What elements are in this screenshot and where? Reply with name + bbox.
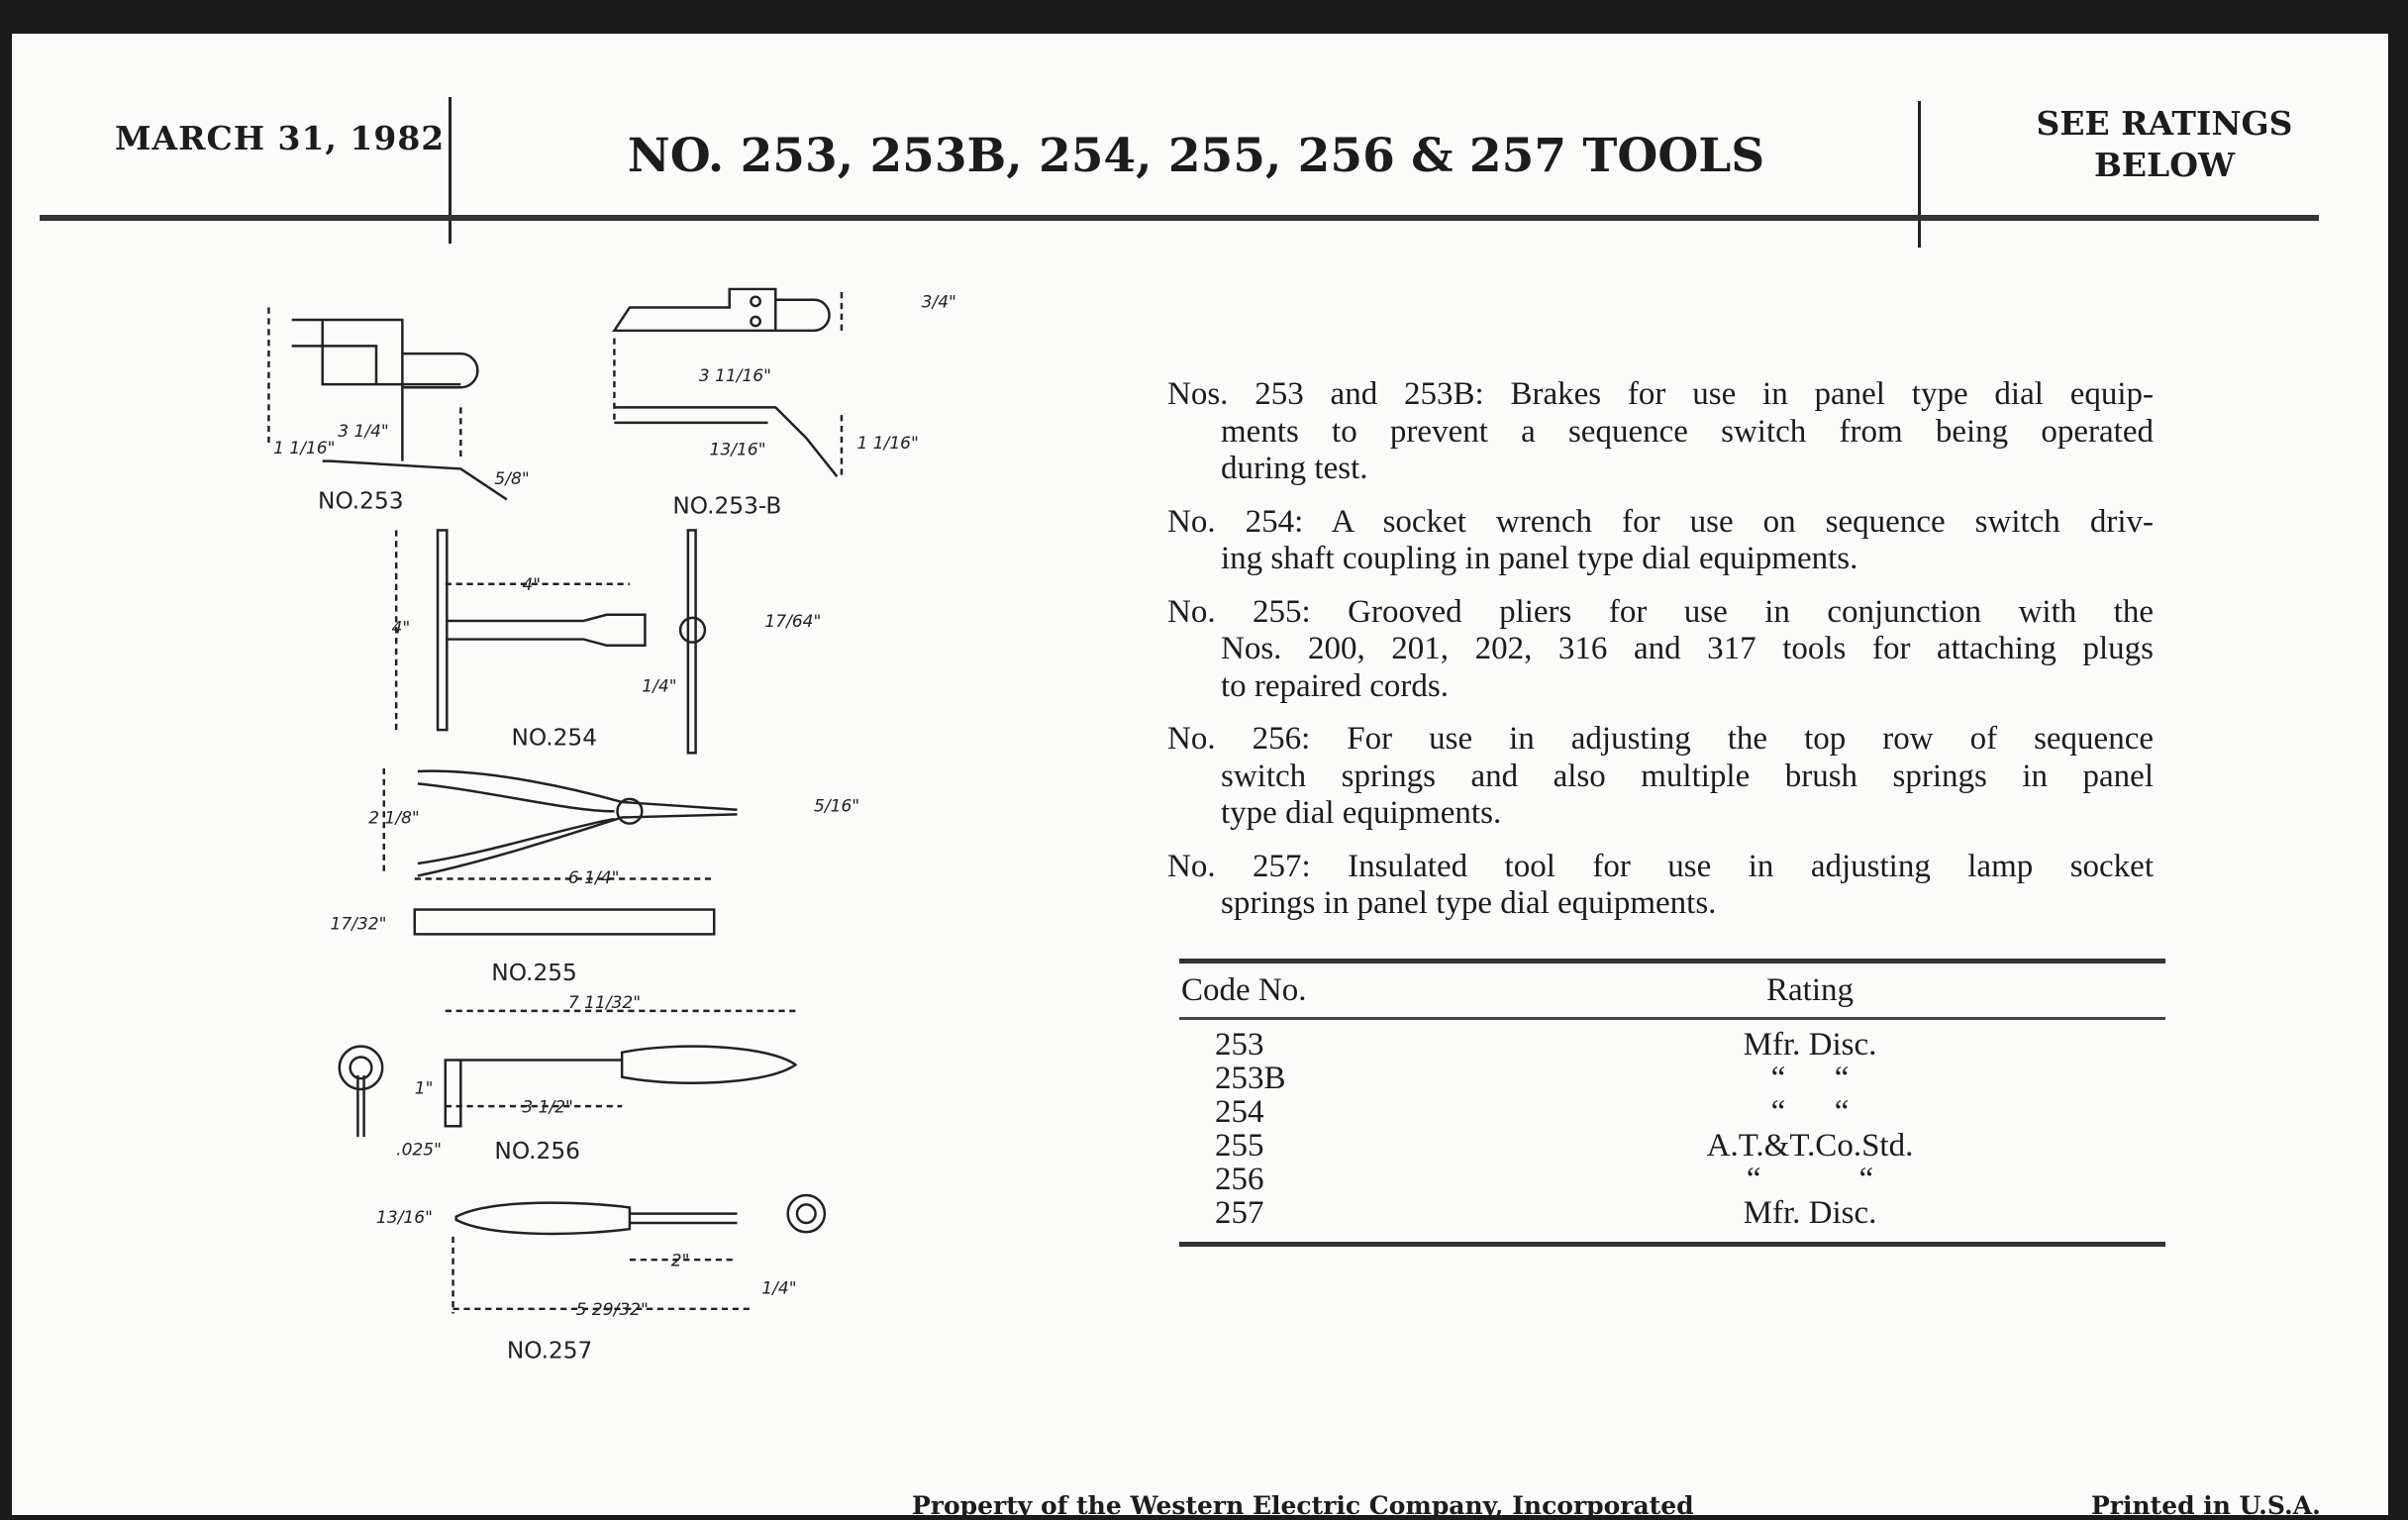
dim-label: .025": [396, 1140, 442, 1161]
caption-253: NO.253: [318, 487, 404, 515]
dim-label: 4": [391, 618, 411, 639]
rating-cell: “ “: [1770, 1061, 1850, 1096]
dim-label: 13/16": [709, 440, 766, 460]
caption-257: NO.257: [506, 1337, 593, 1365]
drawing-253b: [614, 289, 955, 519]
rating-cell: Mfr. Disc.: [1743, 1027, 1877, 1063]
dim-label: 1 1/16": [273, 438, 336, 458]
dim-label: 1 1/16": [856, 434, 919, 455]
description-line: during test.: [1221, 451, 1368, 486]
drawing-254: [392, 530, 822, 753]
dim-label: 3 1/2": [522, 1097, 573, 1118]
code-cell: 253B: [1215, 1061, 1286, 1096]
footer-owner: Property of the Western Electric Company, Incorporated: [912, 1491, 1694, 1520]
drawing-256: [340, 993, 796, 1165]
code-cell: 255: [1215, 1128, 1264, 1164]
column-header-code: Code No.: [1181, 971, 1307, 1008]
dim-label: 1/4": [642, 676, 677, 697]
description-line: Nos. 200, 201, 202, 316 and 317 tools for attaching plugs: [1221, 631, 2154, 666]
drawing-257: [376, 1195, 825, 1364]
caption-254: NO.254: [511, 724, 598, 752]
dim-label: 1": [414, 1078, 434, 1099]
drawing-253: [268, 308, 529, 515]
description-line: No. 256: For use in adjusting the top row of sequence: [1167, 721, 2154, 757]
dim-label: 7 11/32": [567, 992, 642, 1013]
dim-label: 5 29/32": [575, 1300, 649, 1321]
rating-cell: “ “: [1770, 1094, 1850, 1130]
code-cell: 256: [1215, 1162, 1264, 1197]
description-line: to repaired cords.: [1221, 667, 1449, 704]
dim-label: 1/4": [761, 1278, 797, 1299]
dim-label: 13/16": [376, 1207, 433, 1228]
dim-label: 3 11/16": [698, 365, 771, 386]
page-title: NO. 253, 253B, 254, 255, 256 & 257 TOOLS: [627, 129, 1765, 183]
rating-cell: Mfr. Disc.: [1743, 1195, 1877, 1231]
code-cell: 254: [1215, 1094, 1264, 1130]
description-line: switch springs and also multiple brush springs in panel: [1221, 758, 2154, 794]
rating-cell: “ “: [1746, 1162, 1874, 1197]
caption-253b: NO.253-B: [672, 492, 782, 520]
description-line: type dial equipments.: [1221, 795, 1502, 831]
ratings-note-line: SEE RATINGS: [2036, 104, 2293, 143]
footer-printed: Printed in U.S.A.: [2091, 1491, 2321, 1520]
caption-255: NO.255: [491, 959, 577, 986]
document-page: [12, 34, 2388, 1520]
column-header-rating: Rating: [1766, 971, 1854, 1008]
dim-label: 2": [670, 1251, 690, 1271]
dim-label: 3 1/4": [338, 421, 389, 442]
description-line: Nos. 253 and 253B: Brakes for use in panel type dial equip-: [1167, 376, 2154, 412]
caption-256: NO.256: [494, 1137, 580, 1165]
dim-label: 6 1/4": [567, 868, 620, 889]
dim-label: 5/8": [494, 468, 530, 489]
description-line: No. 255: Grooved pliers for use in conjunction with the: [1167, 593, 2154, 630]
description-line: No. 254: A socket wrench for use on sequence switch driv-: [1167, 503, 2154, 540]
dim-label: 17/32": [330, 914, 387, 935]
dim-label: 4": [522, 574, 542, 595]
dim-label: 17/64": [764, 612, 822, 633]
dim-label: 3/4": [921, 292, 956, 313]
description-line: ing shaft coupling in panel type dial equipments.: [1221, 541, 1858, 576]
code-cell: 257: [1215, 1195, 1264, 1231]
issue-date: MARCH 31, 1982: [115, 119, 446, 157]
dim-label: 2 1/8": [368, 808, 420, 829]
drawing-255: [330, 768, 859, 986]
ratings-note-line: BELOW: [2093, 146, 2236, 184]
code-cell: 253: [1215, 1027, 1264, 1063]
dim-label: 5/16": [814, 796, 860, 817]
description-line: ments to prevent a sequence switch from being operated: [1221, 413, 2154, 450]
description-line: No. 257: Insulated tool for use in adjusting lamp socket: [1167, 848, 2154, 884]
description-line: springs in panel type dial equipments.: [1221, 885, 1717, 921]
rating-cell: A.T.&T.Co.Std.: [1706, 1128, 1914, 1164]
